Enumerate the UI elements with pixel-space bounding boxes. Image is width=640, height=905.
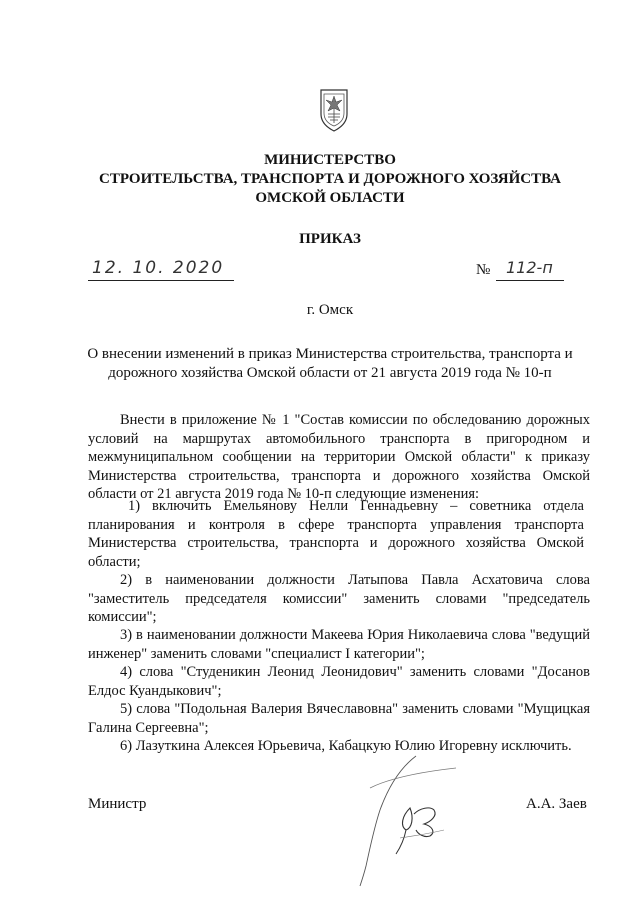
ministry-line-1: МИНИСТЕРСТВО xyxy=(264,152,396,168)
date-underline xyxy=(88,280,234,281)
subject-line-1: О внесении изменений в приказ Министерства строительства, транспорта и xyxy=(87,346,573,362)
number-underline xyxy=(496,280,564,281)
order-number-label: № xyxy=(476,262,491,278)
signer-title: Министр xyxy=(88,796,147,812)
list-item-5: 5) слова "Подольная Валерия Вячеславовна" заменить словами "Мущицкая Галина Сергеевна"; xyxy=(88,701,590,736)
signer-name: А.А. Заев xyxy=(526,796,587,812)
list-item-2: 2) в наименовании должности Латыпова Павла Асхатовича слова "заместитель председателя комиссии" заменить словами "председатель комиссии"; xyxy=(88,572,590,626)
document-type: ПРИКАЗ xyxy=(299,231,361,247)
coat-of-arms-icon xyxy=(318,88,350,132)
ministry-header xyxy=(60,151,600,208)
list-item-3: 3) в наименовании должности Макеева Юрия Николаевича слова "ведущий инженер" заменить словами "специалист I категории"; xyxy=(88,627,590,662)
handwritten-signature xyxy=(340,748,470,888)
order-number: 112-п xyxy=(506,258,553,277)
order-date: 12. 10. 2020 xyxy=(92,258,225,278)
list-item-6: 6) Лазуткина Алексея Юрьевича, Кабацкую Юлию Игоревну исключить. xyxy=(120,738,572,754)
city: г. Омск xyxy=(306,302,354,318)
ministry-line-3: ОМСКОЙ ОБЛАСТИ xyxy=(255,190,405,206)
order-subject xyxy=(70,345,590,383)
ministry-line-2: СТРОИТЕЛЬСТВА, ТРАНСПОРТА И ДОРОЖНОГО ХОЗЯЙСТВА xyxy=(99,171,561,187)
body-intro: Внести в приложение № 1 "Состав комиссии по обследованию дорожных условий на маршрутах автомобильного транспорта в пригородном и межмуниципальном сообщении на территории Омской области" к приказу Министерства строительства, транспорта и дорожного хозяйства Омской области от 21 августа 2019 года № 10-п следующие изменения: xyxy=(88,412,590,503)
subject-line-2: дорожного хозяйства Омской области от 21 августа 2019 года № 10-п xyxy=(108,365,552,381)
list-item-1: 1) включить Емельянову Нелли Геннадьевну – советника отдела планирования и контроля в сфере транспорта управления транспорта Министерства строительства, транспорта и дорожного хозяйства Омской области; xyxy=(88,498,584,570)
list-item-4: 4) слова "Студеникин Леонид Леонидович" заменить словами "Досанов Елдос Куандыкович"; xyxy=(88,664,590,699)
